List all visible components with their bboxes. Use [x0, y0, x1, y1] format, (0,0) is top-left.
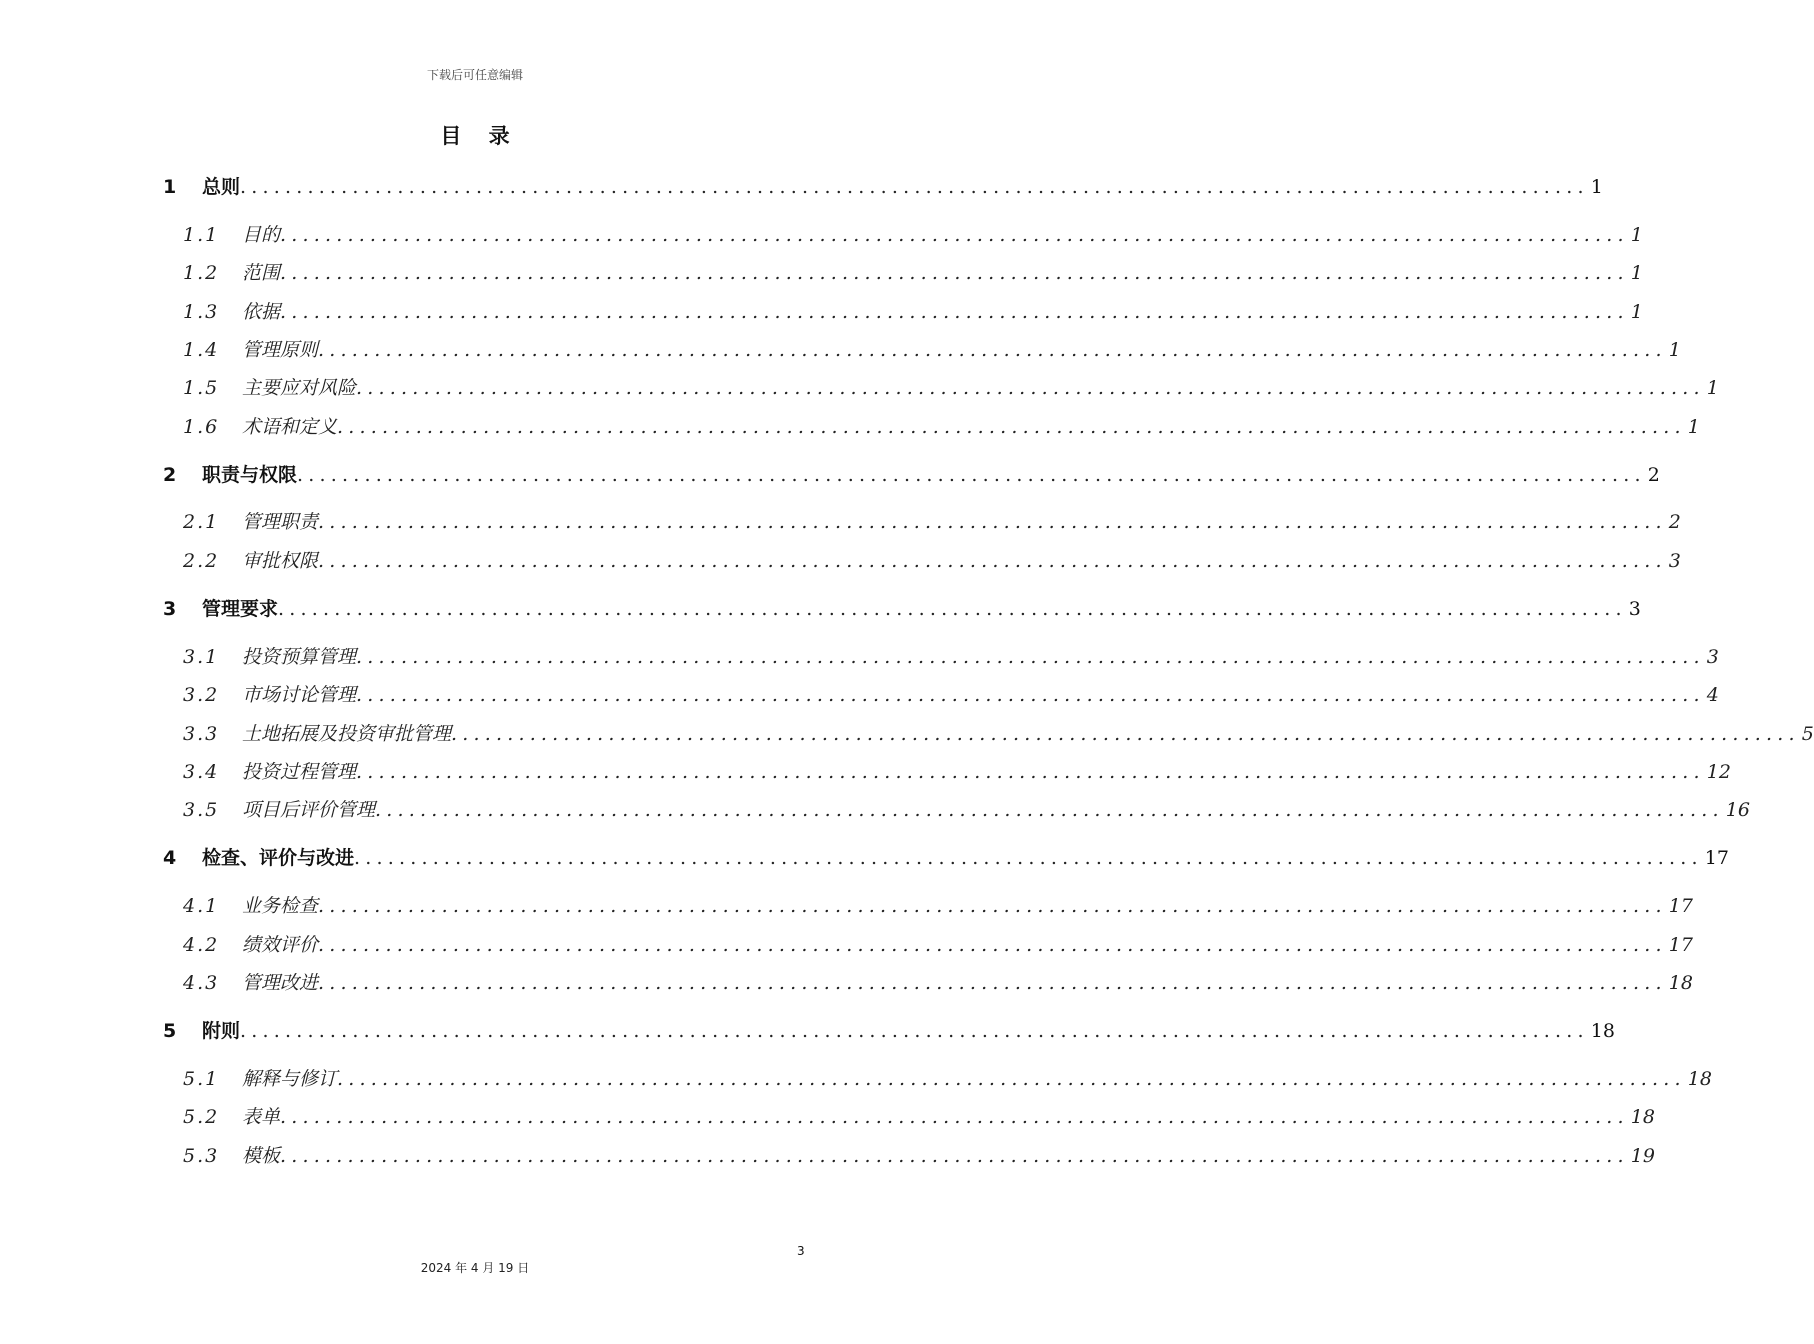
toc-entry-page: 12: [1706, 761, 1731, 783]
toc-entry-page: 18: [1687, 1068, 1712, 1090]
toc-entry-title: 职责与权限: [202, 464, 298, 486]
toc-chapter-entry[interactable]: [163, 594, 1641, 621]
toc-entry-page: 5: [1801, 723, 1814, 745]
toc-entry-number: 3.2: [183, 684, 220, 706]
toc-section-entry[interactable]: [183, 1064, 1712, 1091]
toc-dot-leader: ........................................................................................................................: [318, 972, 1667, 994]
toc-entry-title: 主要应对风险: [242, 377, 357, 399]
toc-dot-leader: ........................................................................................................................: [337, 1068, 1686, 1090]
toc-entry-number: 1: [163, 176, 177, 198]
toc-entry-number: 3.5: [183, 799, 220, 821]
toc-entry-number: 5: [163, 1020, 177, 1042]
toc-section-entry[interactable]: [183, 546, 1681, 573]
toc-section-entry[interactable]: [183, 258, 1643, 285]
toc-entry-title: 管理改进: [242, 972, 319, 994]
toc-entry-page: 1: [1687, 416, 1700, 438]
toc-entry-number: 1.4: [183, 339, 220, 361]
toc-dot-leader: ........................................................................................................................: [318, 934, 1667, 956]
toc-section-entry[interactable]: [183, 680, 1719, 707]
page-header: 下载后可任意编辑: [426, 68, 523, 82]
toc-entry-page: 18: [1668, 972, 1693, 994]
toc-entry-title: 目的: [242, 224, 281, 246]
toc-section-entry[interactable]: [183, 412, 1700, 439]
page-footer-date: 2024 年 4 月 19 日: [420, 1261, 530, 1275]
toc-dot-leader: ........................................................................................................................: [375, 799, 1724, 821]
toc-entry-number: 3.1: [183, 646, 220, 668]
toc-entry-title: 投资过程管理: [242, 761, 357, 783]
toc-section-entry[interactable]: [183, 1141, 1655, 1168]
toc-section-entry[interactable]: [183, 335, 1681, 362]
toc-entry-page: 1: [1630, 224, 1643, 246]
toc-entry-number: 4.2: [183, 934, 220, 956]
toc-entry-title: 解释与修订: [242, 1068, 338, 1090]
toc-entry-number: 4.1: [183, 895, 220, 917]
toc-entry-number: 2.1: [183, 511, 220, 533]
toc-dot-leader: ........................................................................................................................: [356, 684, 1705, 706]
toc-dot-leader: ........................................................................................................................: [337, 416, 1686, 438]
toc-entry-page: 1: [1668, 339, 1681, 361]
toc-entry-number: 4: [163, 847, 177, 869]
toc-entry-title: 管理职责: [242, 511, 319, 533]
toc-entry-title: 绩效评价: [242, 934, 319, 956]
toc-dot-leader: ........................................................................................................................: [280, 301, 1629, 323]
toc-section-entry[interactable]: [183, 757, 1731, 784]
toc-entry-number: 5.3: [183, 1145, 220, 1167]
toc-entry-number: 3: [163, 598, 177, 620]
toc-entry-title: 项目后评价管理: [242, 799, 376, 821]
toc-entry-number: 3.4: [183, 761, 220, 783]
toc-dot-leader: ........................................................................................................................: [297, 464, 1646, 486]
toc-entry-page: 18: [1590, 1020, 1615, 1042]
toc-dot-leader: ........................................................................................................................: [356, 377, 1705, 399]
toc-title: 目 录: [440, 124, 520, 148]
toc-entry-page: 3: [1668, 550, 1681, 572]
toc-entry-page: 1: [1630, 262, 1643, 284]
toc-section-entry[interactable]: [183, 795, 1750, 822]
toc-entry-page: 1: [1590, 176, 1603, 198]
toc-entry-page: 3: [1628, 598, 1641, 620]
toc-entry-number: 5.1: [183, 1068, 220, 1090]
toc-chapter-entry[interactable]: [163, 843, 1729, 870]
toc-entry-page: 3: [1706, 646, 1719, 668]
toc-section-entry[interactable]: [183, 507, 1681, 534]
toc-entry-number: 1.1: [183, 224, 220, 246]
toc-entry-page: 17: [1668, 895, 1693, 917]
toc-entry-number: 4.3: [183, 972, 220, 994]
toc-dot-leader: ........................................................................................................................: [280, 262, 1629, 284]
toc-entry-page: 17: [1668, 934, 1693, 956]
toc-entry-page: 4: [1706, 684, 1719, 706]
toc-dot-leader: ........................................................................................................................: [318, 550, 1667, 572]
toc-entry-title: 业务检查: [242, 895, 319, 917]
toc-section-entry[interactable]: [183, 642, 1719, 669]
toc-dot-leader: ........................................................................................................................: [240, 1020, 1589, 1042]
toc-entry-number: 3.3: [183, 723, 220, 745]
toc-entry-number: 5.2: [183, 1106, 220, 1128]
toc-entry-title: 管理原则: [242, 339, 319, 361]
toc-section-entry[interactable]: [183, 968, 1693, 995]
toc-entry-title: 模板: [242, 1145, 281, 1167]
toc-chapter-entry[interactable]: [163, 172, 1603, 199]
toc-entry-page: 2: [1668, 511, 1681, 533]
toc-entry-page: 1: [1706, 377, 1719, 399]
toc-entry-title: 表单: [242, 1106, 281, 1128]
toc-entry-title: 检查、评价与改进: [202, 847, 355, 869]
toc-dot-leader: ........................................................................................................................: [356, 646, 1705, 668]
toc-section-entry[interactable]: [183, 891, 1693, 918]
toc-entry-title: 依据: [242, 301, 281, 323]
page-number: 3: [797, 1244, 805, 1258]
toc-dot-leader: ........................................................................................................................: [354, 847, 1703, 869]
toc-entry-title: 投资预算管理: [242, 646, 357, 668]
toc-entry-number: 2: [163, 464, 177, 486]
toc-dot-leader: ........................................................................................................................: [278, 598, 1627, 620]
toc-entry-number: 1.3: [183, 301, 220, 323]
toc-entry-title: 范围: [242, 262, 281, 284]
toc-section-entry[interactable]: [183, 297, 1643, 324]
toc-entry-page: 18: [1630, 1106, 1655, 1128]
toc-dot-leader: ........................................................................................................................: [240, 176, 1589, 198]
toc-dot-leader: ........................................................................................................................: [318, 895, 1667, 917]
toc-entry-number: 1.5: [183, 377, 220, 399]
toc-entry-page: 2: [1647, 464, 1660, 486]
toc-entry-page: 17: [1704, 847, 1729, 869]
toc-section-entry[interactable]: [183, 1102, 1655, 1129]
toc-entry-page: 16: [1725, 799, 1750, 821]
toc-dot-leader: ........................................................................................................................: [356, 761, 1705, 783]
toc-entry-page: 1: [1630, 301, 1643, 323]
toc-dot-leader: ........................................................................................................................: [280, 224, 1629, 246]
toc-entry-title: 管理要求: [202, 598, 279, 620]
toc-entry-number: 2.2: [183, 550, 220, 572]
toc-section-entry[interactable]: [183, 719, 1814, 746]
toc-entry-title: 总则: [202, 176, 241, 198]
toc-section-entry[interactable]: [183, 373, 1719, 400]
toc-entry-title: 市场讨论管理: [242, 684, 357, 706]
toc-entry-page: 19: [1630, 1145, 1655, 1167]
toc-section-entry[interactable]: [183, 220, 1643, 247]
toc-entry-title: 术语和定义: [242, 416, 338, 438]
toc-dot-leader: ........................................................................................................................: [318, 339, 1667, 361]
toc-chapter-entry[interactable]: [163, 460, 1660, 487]
toc-dot-leader: ........................................................................................................................: [451, 723, 1800, 745]
toc-entry-title: 附则: [202, 1020, 241, 1042]
toc-entry-number: 1.6: [183, 416, 220, 438]
toc-dot-leader: ........................................................................................................................: [280, 1145, 1629, 1167]
toc-chapter-entry[interactable]: [163, 1016, 1615, 1043]
toc-dot-leader: ........................................................................................................................: [280, 1106, 1629, 1128]
toc-entry-title: 土地拓展及投资审批管理: [242, 723, 452, 745]
toc-section-entry[interactable]: [183, 930, 1693, 957]
toc-entry-title: 审批权限: [242, 550, 319, 572]
toc-entry-number: 1.2: [183, 262, 220, 284]
toc-dot-leader: ........................................................................................................................: [318, 511, 1667, 533]
